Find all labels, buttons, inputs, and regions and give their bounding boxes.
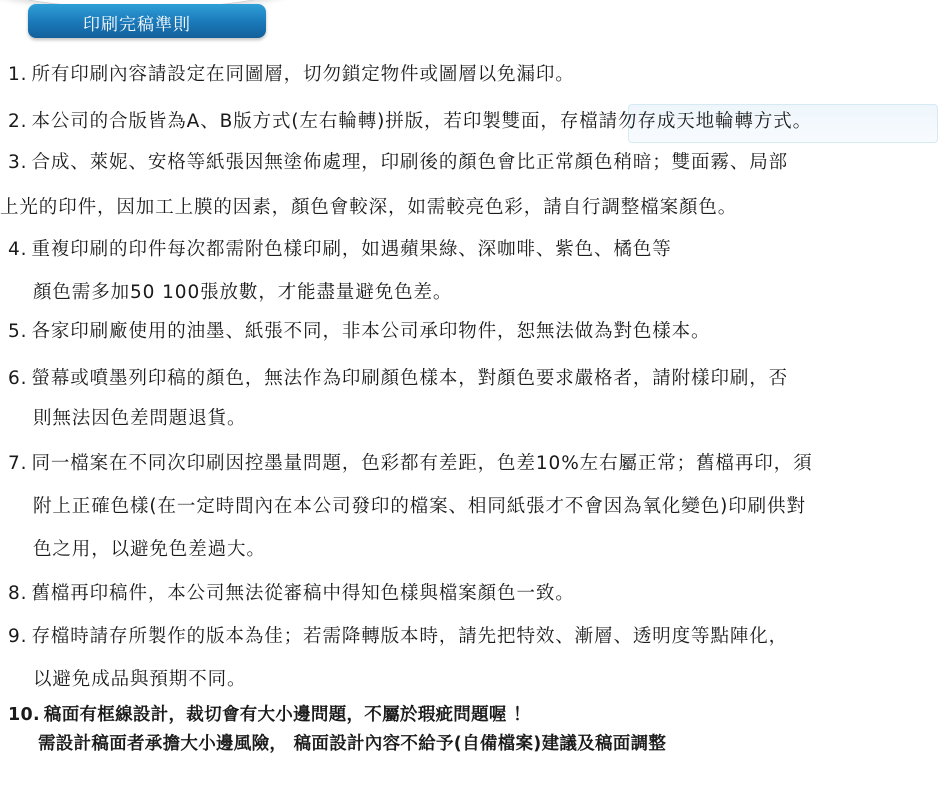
list-item-6-continued: 則無法因色差問題退貨。	[33, 408, 247, 429]
item-text: 所有印刷內容請設定在同圖層，切勿鎖定物件或圖層以免漏印。	[31, 64, 575, 85]
list-item-4-continued: 顏色需多加50 100張放數，才能盡量避免色差。	[33, 282, 453, 303]
list-item-1	[8, 63, 575, 87]
list-item-5	[8, 320, 710, 344]
list-item-7-continued-1: 附上正確色樣(在一定時間內在本公司發印的檔案、相同紙張才不會因為氧化變色)印刷供對	[33, 496, 806, 517]
item-text: 同一檔案在不同次印刷因控墨量問題，色彩都有差距，色差10%左右屬正常；舊檔再印，須	[31, 453, 813, 474]
list-item-9	[8, 625, 788, 649]
item-text: 存檔時請存所製作的版本為佳；若需降轉版本時，請先把特效、漸層、透明度等點陣化，	[31, 626, 789, 647]
item-number: 6.	[8, 368, 28, 389]
list-item-2	[8, 110, 812, 134]
list-item-3	[8, 151, 788, 175]
list-item-9-continued: 以避免成品與預期不同。	[33, 669, 247, 690]
list-item-10-continued: 需設計稿面者承擔大小邊風險， 稿面設計內容不給予(自備檔案)建議及稿面調整	[38, 734, 667, 754]
list-item-8	[8, 582, 575, 606]
list-item-7	[8, 452, 812, 476]
list-item-3-continued: 上光的印件，因加工上膜的因素，顏色會較深，如需較亮色彩，請自行調整檔案顏色。	[0, 197, 738, 218]
item-number: 8.	[8, 583, 28, 604]
list-item-6	[8, 367, 788, 391]
page-title: 印刷完稿準則	[83, 15, 191, 35]
list-item-4	[8, 238, 672, 262]
list-item-10	[8, 703, 531, 727]
item-text: 合成、萊妮、安格等紙張因無塗佈處理，印刷後的顏色會比正常顏色稍暗；雙面霧、局部	[31, 152, 789, 173]
item-number: 5.	[8, 321, 28, 342]
item-text: 舊檔再印稿件，本公司無法從審稿中得知色樣與檔案顏色一致。	[31, 583, 575, 604]
item-text: 本公司的合版皆為A、B版方式(左右輪轉)拼版，若印製雙面，存檔請勿存成天地輪轉方式。	[31, 111, 813, 132]
list-item-7-continued-2: 色之用，以避免色差過大。	[33, 539, 266, 560]
item-number: 4.	[8, 239, 28, 260]
header-tab	[28, 4, 266, 38]
item-number: 3.	[8, 152, 28, 173]
item-text: 各家印刷廠使用的油墨、紙張不同，非本公司承印物件，恕無法做為對色樣本。	[31, 321, 711, 342]
item-text: 螢幕或噴墨列印稿的顏色，無法作為印刷顏色樣本，對顏色要求嚴格者，請附樣印刷，否	[31, 368, 789, 389]
item-number: 7.	[8, 453, 28, 474]
item-text: 重複印刷的印件每次都需附色樣印刷，如遇蘋果綠、深咖啡、紫色、橘色等	[31, 239, 672, 260]
item-number: 9.	[8, 626, 28, 647]
item-number: 10.	[8, 705, 40, 725]
item-text: 稿面有框線設計，裁切會有大小邊問題，不屬於瑕疵問題喔 ！	[43, 705, 531, 725]
item-number: 1.	[8, 64, 28, 85]
item-number: 2.	[8, 111, 28, 132]
